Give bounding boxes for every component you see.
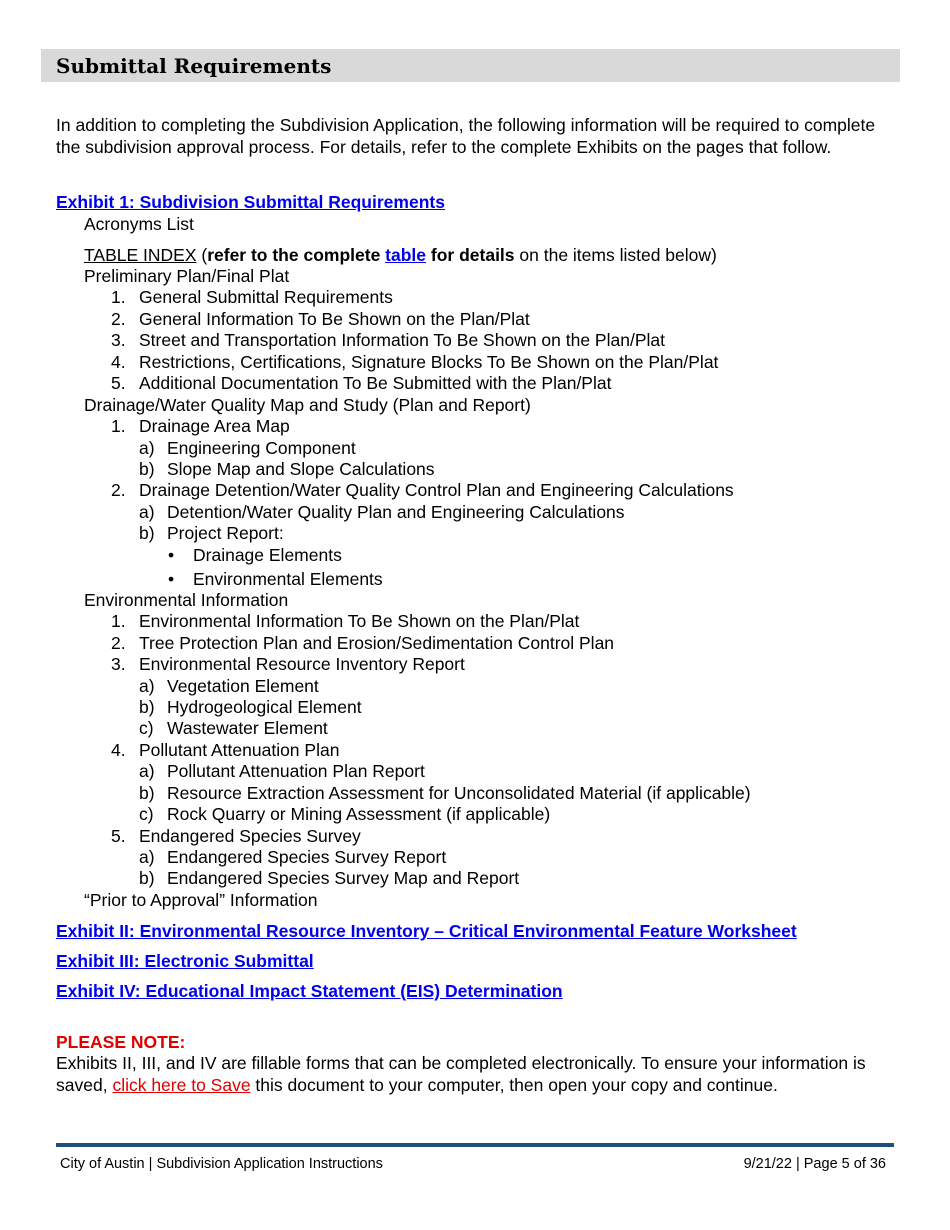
list-item: 5. Additional Documentation To Be Submitted with the Plan/Plat [111, 373, 612, 393]
list-item: b) Resource Extraction Assessment for Unconsolidated Material (if applicable) [139, 783, 751, 803]
list-item: 1. General Submittal Requirements [111, 287, 393, 307]
list-item: b) Endangered Species Survey Map and Report [139, 868, 520, 888]
exhibit-2-link[interactable]: Exhibit II: Environmental Resource Inventory – Critical Environmental Feature Worksheet [56, 921, 797, 941]
list-item: 2. General Information To Be Shown on the Plan/Plat [111, 309, 530, 329]
list-item: 1. Drainage Area Map [111, 416, 290, 436]
prior-to-approval: “Prior to Approval” Information [84, 890, 318, 910]
list-item: a) Pollutant Attenuation Plan Report [139, 761, 425, 781]
table-link[interactable]: table [385, 245, 427, 265]
list-item: a) Vegetation Element [139, 676, 319, 696]
table-index-bold: refer to the complete [207, 245, 386, 265]
note-text [56, 1053, 876, 1096]
list-item: b) Project Report: [139, 523, 284, 543]
list-item: 3. Street and Transportation Information To Be Shown on the Plan/Plat [111, 330, 665, 350]
list-item: b) Slope Map and Slope Calculations [139, 459, 435, 479]
table-index-label: TABLE INDEX [84, 245, 197, 265]
list-item: a) Endangered Species Survey Report [139, 847, 447, 867]
section-title: Submittal Requirements [56, 54, 332, 78]
list-item: 4. Pollutant Attenuation Plan [111, 740, 340, 760]
exhibit-1-link[interactable]: Exhibit 1: Subdivision Submittal Requirements [56, 192, 445, 212]
list-item: 1. Environmental Information To Be Shown on the Plan/Plat [111, 611, 580, 631]
exhibit-4-link[interactable]: Exhibit IV: Educational Impact Statement (EIS) Determination [56, 981, 563, 1001]
list-item: • Drainage Elements [165, 545, 342, 567]
footer-divider [56, 1143, 894, 1147]
intro-paragraph: In addition to completing the Subdivision Application, the following information will be required to complete the subdivision approval process. For details, refer to the complete Exhibits on the pages that follow. [56, 115, 876, 157]
footer-page-number: 9/21/22 | Page 5 of 36 [743, 1156, 886, 1172]
list-item: 2. Tree Protection Plan and Erosion/Sedimentation Control Plan [111, 633, 615, 653]
acronyms-list: Acronyms List [84, 214, 194, 234]
table-index-rest: on the items listed below) [514, 245, 717, 265]
list-item: 5. Endangered Species Survey [111, 826, 361, 846]
exhibit-3-link[interactable]: Exhibit III: Electronic Submittal [56, 951, 314, 971]
footer-left: City of Austin | Subdivision Application Instructions [60, 1156, 383, 1172]
bullet-icon: • [168, 545, 175, 565]
list-item: c) Rock Quarry or Mining Assessment (if applicable) [139, 804, 551, 824]
table-index-bold-2: for details [426, 245, 515, 265]
list-item: a) Detention/Water Quality Plan and Engineering Calculations [139, 502, 625, 522]
list-item: 2. Drainage Detention/Water Quality Control Plan and Engineering Calculations [111, 480, 734, 500]
prelim-title: Preliminary Plan/Final Plat [84, 266, 290, 286]
table-index-line [84, 245, 717, 267]
note-text-start: Exhibits II, III, and IV are fillable forms that can be completed electronically. To ensure your information is saved, [56, 1053, 866, 1095]
save-link[interactable]: click here to Save [112, 1074, 251, 1095]
list-item: 3. Environmental Resource Inventory Report [111, 654, 465, 674]
list-item: • Environmental Elements [165, 569, 383, 591]
list-item: 4. Restrictions, Certifications, Signature Blocks To Be Shown on the Plan/Plat [111, 352, 719, 372]
drainage-title: Drainage/Water Quality Map and Study (Plan and Report) [84, 395, 531, 415]
note-text-end: this document to your computer, then open your copy and continue. [250, 1074, 778, 1095]
environmental-title: Environmental Information [84, 590, 289, 610]
note-title: PLEASE NOTE: [56, 1032, 186, 1052]
table-index-paren: ( [196, 245, 208, 265]
section-header-bar [41, 49, 900, 82]
list-item: a) Engineering Component [139, 438, 356, 458]
list-item: b) Hydrogeological Element [139, 697, 362, 717]
list-item: c) Wastewater Element [139, 718, 328, 738]
bullet-icon: • [168, 569, 175, 589]
